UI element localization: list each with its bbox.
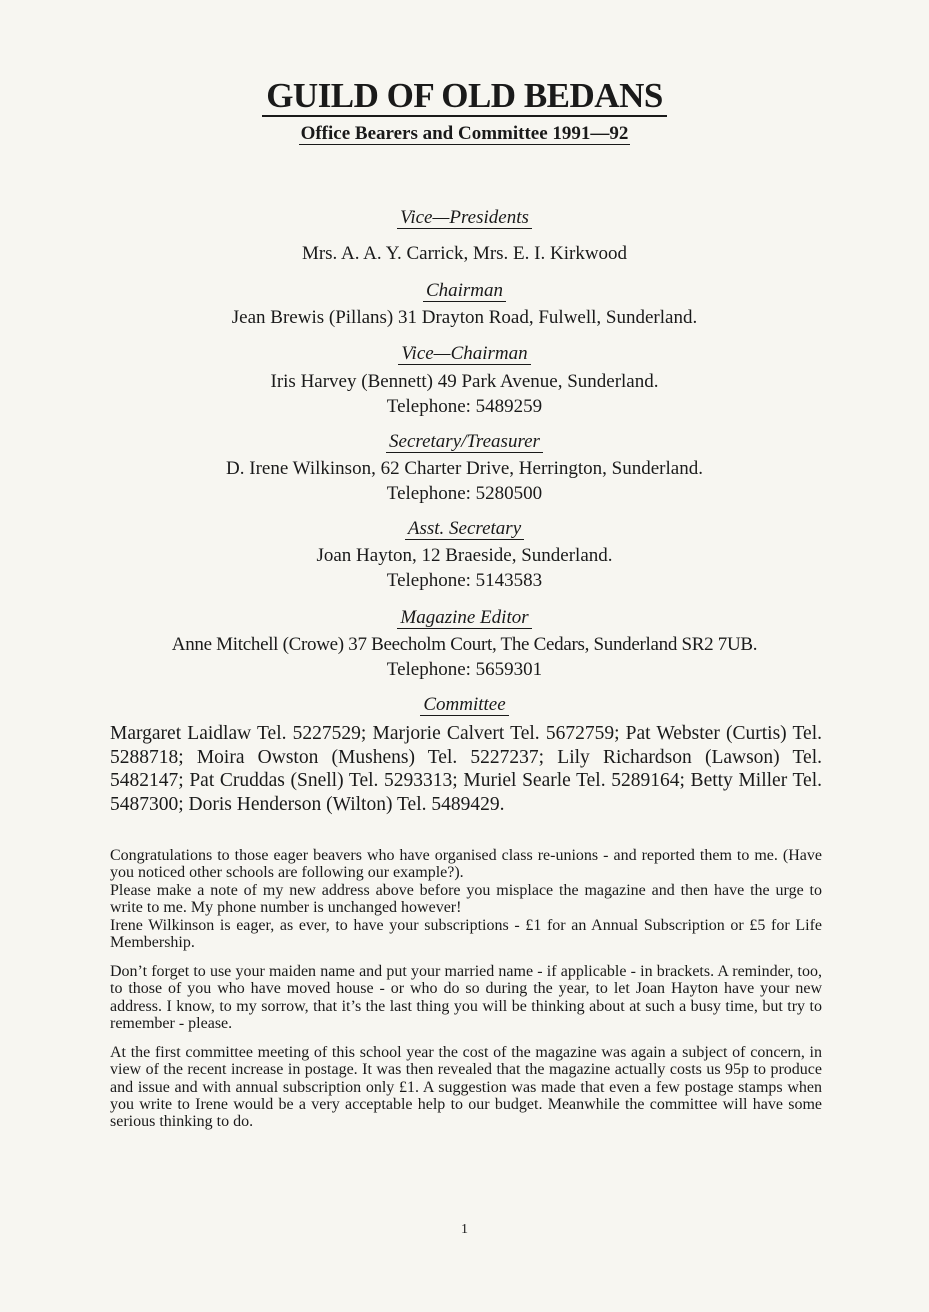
asst-secretary-address: Joan Hayton, 12 Braeside, Sunderland.	[316, 545, 613, 566]
page-title: GUILD OF OLD BEDANS	[0, 76, 929, 116]
page-subtitle: Office Bearers and Committee 1991—92	[300, 123, 629, 144]
heading-committee: Committee	[0, 694, 929, 716]
paragraph-maiden-name: Don’t forget to use your maiden name and put your married name - if applicable - in brackets. A reminder, too, to those of you who have moved house - or who do so during the year, to let Joan Hayton have your new address. I know, to my sorrow, that it’s the last thing you will be thinking about at such a busy time, but try to remember - please.	[110, 963, 822, 1032]
paragraph-subscriptions: Irene Wilkinson is eager, as ever, to have your subscriptions - £1 for an Annual Subscription or £5 for Life Membership.	[110, 917, 822, 952]
heading-chairman: Chairman	[0, 280, 929, 302]
magazine-editor-telephone: Telephone: 5659301	[386, 659, 543, 680]
asst-secretary-telephone: Telephone: 5143583	[386, 570, 543, 591]
chairman-details: Jean Brewis (Pillans) 31 Drayton Road, Fulwell, Sunderland.	[231, 307, 698, 328]
secretary-treasurer-telephone: Telephone: 5280500	[386, 483, 543, 504]
heading-asst-secretary: Asst. Secretary	[0, 518, 929, 540]
vice-presidents-names: Mrs. A. A. Y. Carrick, Mrs. E. I. Kirkwood	[301, 243, 628, 264]
paragraph-magazine-cost: At the first committee meeting of this school year the cost of the magazine was again a subject of concern, in view of the recent increase in postage. It was then revealed that the magazine actually costs us 95p to produce and issue and with annual subscription only £1. A suggestion was made that even a few postage stamps when you write to Irene would be a very acceptable help to our budget. Meanwhile the committee will have some serious thinking to do.	[110, 1044, 822, 1131]
magazine-editor-address: Anne Mitchell (Crowe) 37 Beecholm Court, The Cedars, Sunderland SR2 7UB.	[171, 634, 758, 655]
paragraph-new-address: Please make a note of my new address above before you misplace the magazine and then have the urge to write to me. My phone number is unchanged however!	[110, 882, 822, 917]
heading-secretary-treasurer: Secretary/Treasurer	[0, 431, 929, 453]
heading-magazine-editor: Magazine Editor	[0, 607, 929, 629]
paragraph-reunions: Congratulations to those eager beavers who have organised class re-unions - and reported them to me. (Have you noticed other schools are following our example?).	[110, 847, 822, 882]
vice-chairman-telephone: Telephone: 5489259	[386, 396, 543, 417]
committee-list: Margaret Laidlaw Tel. 5227529; Marjorie Calvert Tel. 5672759; Pat Webster (Curtis) Tel. 5288718; Moira Owston (Mushens) Tel. 5227237; Lily Richardson (Lawson) Tel. 5482147; Pat Cruddas (Snell) Tel. 5293313; Muriel Searle Tel. 5289164; Betty Miller Tel. 5487300; Doris Henderson (Wilton) Tel. 5489429.	[110, 723, 822, 815]
vice-chairman-address: Iris Harvey (Bennett) 49 Park Avenue, Sunderland.	[270, 371, 659, 392]
secretary-treasurer-address: D. Irene Wilkinson, 62 Charter Drive, Herrington, Sunderland.	[226, 458, 703, 479]
heading-vice-chairman: Vice—Chairman	[0, 343, 929, 365]
heading-vice-presidents: Vice—Presidents	[0, 207, 929, 229]
page-number: 1	[461, 1222, 468, 1237]
